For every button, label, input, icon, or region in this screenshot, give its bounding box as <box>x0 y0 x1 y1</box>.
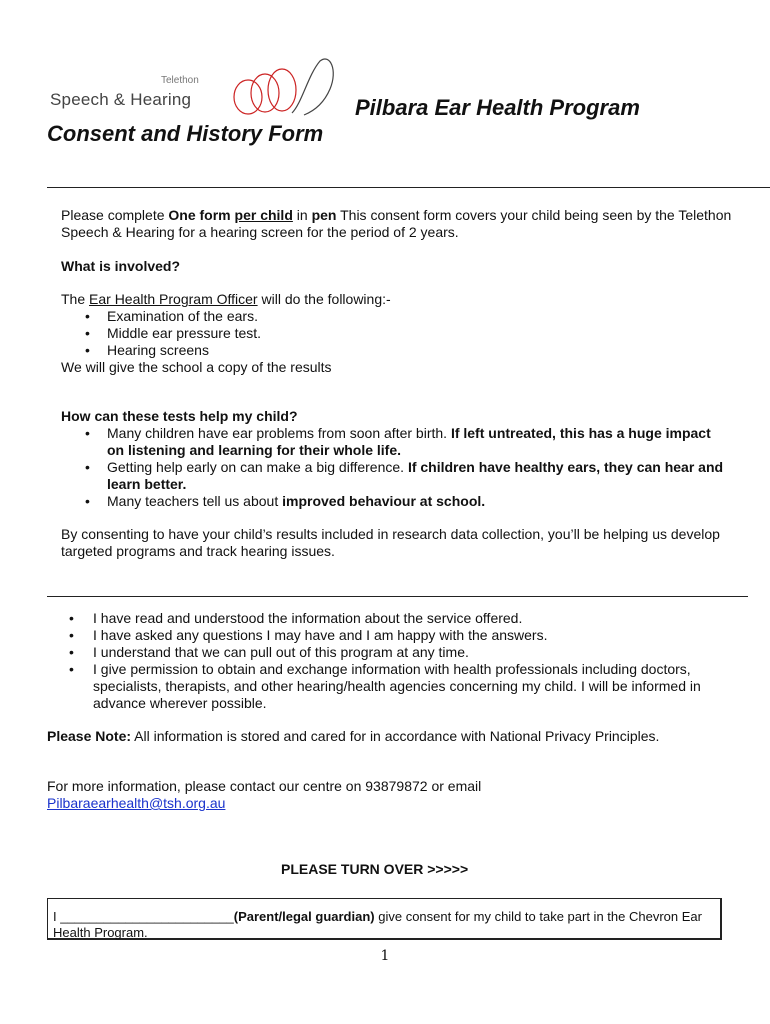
ear-health-officer-text: Ear Health Program Officer <box>89 291 258 307</box>
intro-rest: This consent form covers your child being seen by the Telethon Speech & Hearing for a hearing screen for the period of 2 years. <box>61 207 732 240</box>
consent-guardian-label: (Parent/legal guardian) <box>233 909 375 924</box>
intro-pen: pen <box>311 207 337 223</box>
list-item: • Hearing screens <box>107 342 761 359</box>
intro-pre: Please complete <box>61 207 169 223</box>
list-item: • Getting help early on can make a big difference. If children have healthy ears, they can hear and learn better. <box>107 459 731 493</box>
consent-blank-line[interactable]: I ________________________ <box>53 909 234 924</box>
document-title-line2: Consent and History Form <box>47 121 324 146</box>
research-paragraph: By consenting to have your child’s results included in research data collection, you’ll be helping us develop targeted programs and track hearing issues. <box>61 526 720 559</box>
involved-lead: The Ear Health Program Officer will do the following:- <box>61 291 391 307</box>
list-item: • Many teachers tell us about improved behaviour at school. <box>107 493 731 510</box>
list-item: • Many children have ear problems from soon after birth. If left untreated, this has a huge impact on listening and learning for their whole life. <box>107 425 731 459</box>
intro-paragraph <box>61 207 761 241</box>
section-divider <box>47 596 748 597</box>
privacy-note <box>47 728 687 745</box>
header-divider <box>47 187 770 188</box>
help-section <box>61 408 731 510</box>
involved-heading: What is involved? <box>61 258 181 274</box>
logo-swirl-icon <box>230 55 340 120</box>
contact-email-link[interactable]: Pilbaraearhealth@tsh.org.au <box>47 795 226 811</box>
contact-section <box>47 778 727 812</box>
logo-brand-text: Speech & Hearing <box>50 90 192 109</box>
contact-text: For more information, please contact our centre on 93879872 or email <box>47 778 482 794</box>
consent-text: give consent for my child to take part in the Chevron Ear Health Program. <box>53 909 702 940</box>
help-heading: How can these tests help my child? <box>61 408 298 424</box>
involved-after: We will give the school a copy of the results <box>61 359 332 375</box>
list-item: • I have asked any questions I may have and I am happy with the answers. <box>93 627 707 644</box>
involved-section <box>61 291 761 376</box>
intro-in: in <box>292 207 312 223</box>
agreements-section <box>47 610 707 712</box>
involved-list <box>61 308 761 359</box>
list-item: • Examination of the ears. <box>107 308 761 325</box>
list-item: • I have read and understood the information about the service offered. <box>93 610 707 627</box>
intro-one-form: One form <box>168 207 231 223</box>
list-item: • I understand that we can pull out of this program at any time. <box>93 644 707 661</box>
consent-box <box>47 898 722 940</box>
note-text: All information is stored and cared for in accordance with National Privacy Principles. <box>131 728 660 744</box>
page-number: 1 <box>380 948 390 964</box>
list-item: • Middle ear pressure test. <box>107 325 761 342</box>
note-label: Please Note: <box>47 728 132 744</box>
help-list <box>61 425 731 510</box>
document-title-line1: Pilbara Ear Health Program <box>355 95 640 120</box>
turn-over-text: PLEASE TURN OVER >>>>> <box>281 861 469 877</box>
agreements-list <box>47 610 707 712</box>
logo-sub-text: Telethon <box>161 75 199 86</box>
intro-per-child: per child <box>234 207 293 223</box>
list-item: • I give permission to obtain and exchange information with health professionals including doctors, specialists, therapists, and other hearing/health agencies concerning my child. I will be informed in advance wherever possible. <box>93 661 707 712</box>
